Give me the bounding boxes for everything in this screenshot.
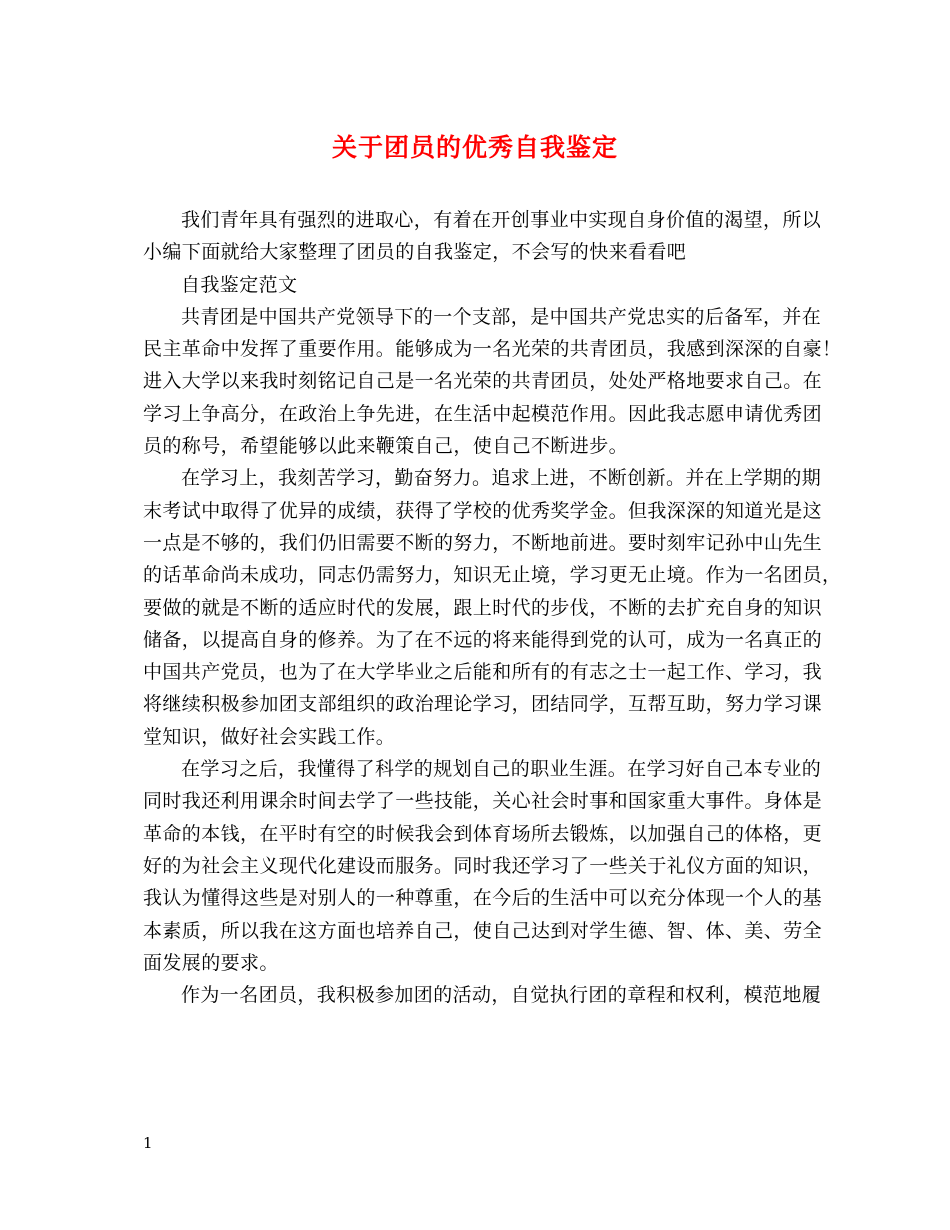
- text-line: 要做的就是不断的适应时代的发展，跟上时代的步伐，不断的去扩充自身的知识: [143, 596, 823, 619]
- text-line: 本素质，所以我在这方面也培养自己，使自己达到对学生德、智、体、美、劳全: [143, 919, 823, 942]
- text-line: 在学习上，我刻苦学习，勤奋努力。追求上进，不断创新。并在上学期的期: [181, 467, 822, 490]
- page-number: 1: [143, 1134, 153, 1152]
- text-line: 作为一名团员，我积极参加团的活动，自觉执行团的章程和权利，模范地履: [181, 984, 822, 1007]
- text-line: 民主革命中发挥了重要作用。能够成为一名光荣的共青团员，我感到深深的自豪！: [143, 338, 842, 361]
- text-line: 学习上争高分，在政治上争先进，在生活中起模范作用。因此我志愿申请优秀团: [143, 402, 823, 425]
- text-line: 进入大学以来我时刻铭记自己是一名光荣的共青团员，处处严格地要求自己。在: [143, 370, 823, 393]
- text-line: 堂知识，做好社会实践工作。: [143, 725, 396, 748]
- text-line: 共青团是中国共产党领导下的一个支部，是中国共产党忠实的后备军，并在: [181, 305, 822, 328]
- text-line: 中国共产党员，也为了在大学毕业之后能和所有的有志之士一起工作、学习，我: [143, 661, 823, 684]
- text-line: 储备，以提高自身的修养。为了在不远的将来能得到党的认可，成为一名真正的: [143, 628, 823, 651]
- text-line: 同时我还利用课余时间去学了一些技能，关心社会时事和国家重大事件。身体是: [143, 790, 823, 813]
- text-line: 员的称号，希望能够以此来鞭策自己，使自己不断进步。: [143, 435, 629, 458]
- text-line: 面发展的要求。: [143, 951, 279, 974]
- text-line: 一点是不够的，我们仍旧需要不断的努力，不断地前进。要时刻牢记孙中山先生: [143, 531, 823, 554]
- document-title: 关于团员的优秀自我鉴定: [331, 133, 618, 162]
- text-line: 好的为社会主义现代化建设而服务。同时我还学习了一些关于礼仪方面的知识，: [143, 854, 823, 877]
- text-line: 我认为懂得这些是对别人的一种尊重，在今后的生活中可以充分体现一个人的基: [143, 887, 823, 910]
- document-body: [143, 204, 842, 1011]
- text-line: 的话革命尚未成功，同志仍需努力，知识无止境，学习更无止境。作为一名团员，: [143, 564, 842, 587]
- text-line: 小编下面就给大家整理了团员的自我鉴定，不会写的快来看看吧: [143, 241, 687, 264]
- text-line: 在学习之后，我懂得了科学的规划自己的职业生涯。在学习好自己本专业的: [181, 758, 822, 781]
- text-line: 革命的本钱，在平时有空的时候我会到体育场所去锻炼，以加强自己的体格，更: [143, 822, 823, 845]
- text-line: 自我鉴定范文: [181, 273, 298, 296]
- text-line: 我们青年具有强烈的进取心，有着在开创事业中实现自身价值的渴望，所以: [181, 209, 822, 231]
- text-line: 将继续积极参加团支部组织的政治理论学习，团结同学，互帮互助，努力学习课: [143, 693, 823, 716]
- text-line: 末考试中取得了优异的成绩，获得了学校的优秀奖学金。但我深深的知道光是这: [143, 499, 823, 522]
